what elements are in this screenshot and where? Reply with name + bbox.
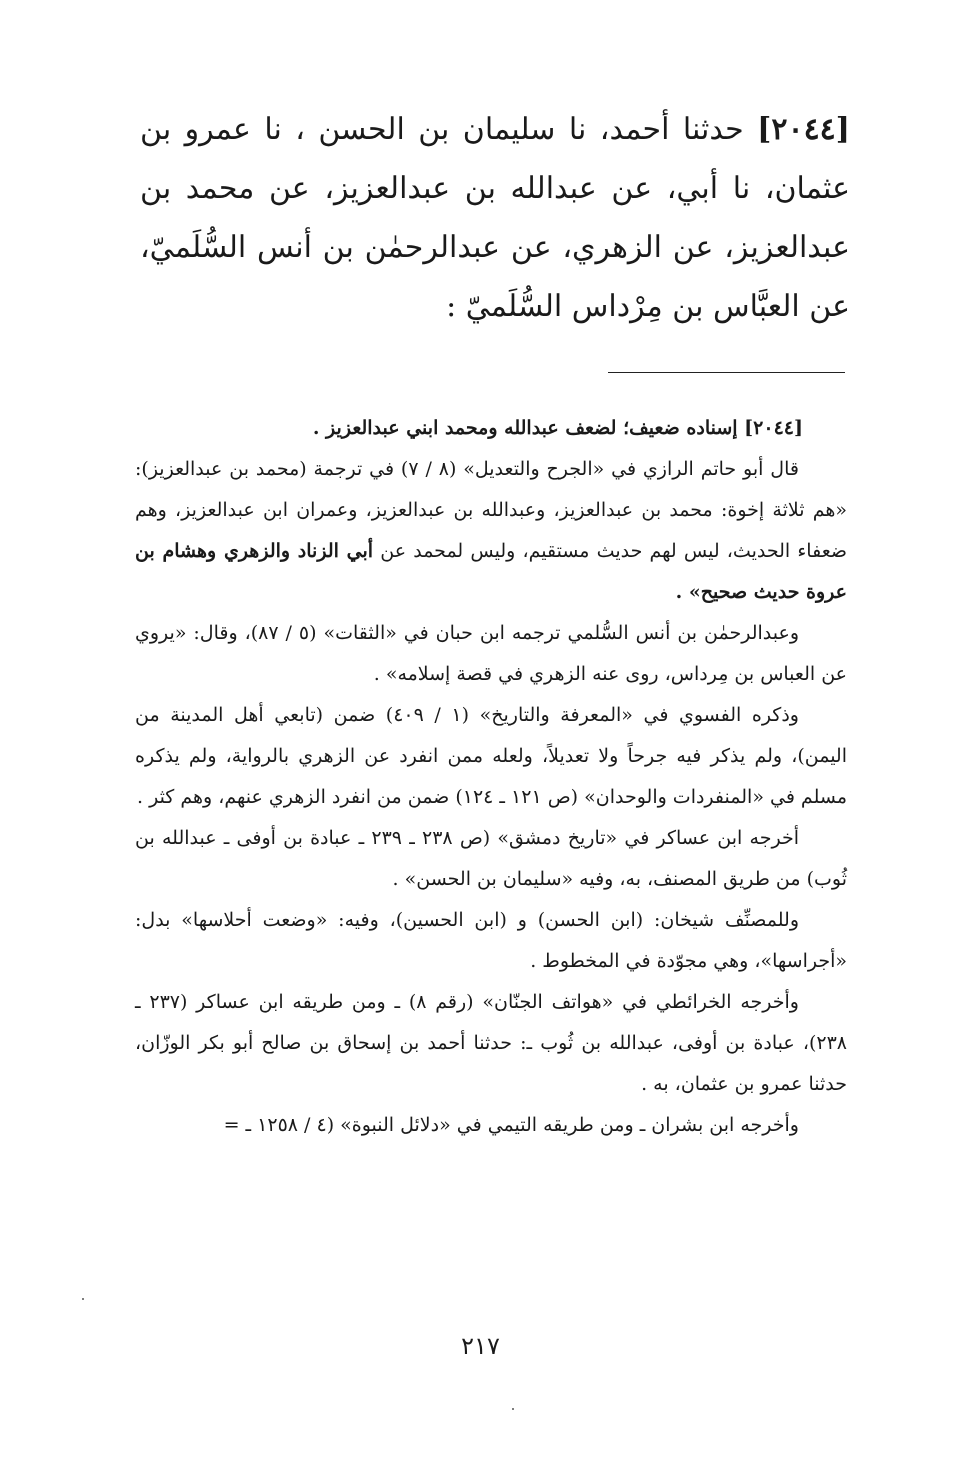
footnote-paragraph-4: أخرجه ابن عساكر في «تاريخ دمشق» (ص ٢٣٨ ـ ٢٣٩ ـ عبادة بن أوفى ـ عبدالله بن ثُوب) من طريق المصنف، به، وفيه «سليمان بن الحسن» . (135, 827, 847, 890)
scan-speck (512, 1408, 514, 1410)
footnote-paragraph-1 (135, 449, 847, 613)
footnote-text: قال أبو حاتم الرازي في «الجرح والتعديل» (٨ / ٧) في ترجمة (محمد بن عبدالعزيز): «هم ثلاثة إخوة: محمد بن عبدالعزيز، وعبدالله بن عبدالعزيز، وعمران ابن عبدالعزيز، وهم ضعفاء الحديث، ليس لهم حديث مستقيم، وليس لمحمد عن (135, 458, 847, 562)
footnote-paragraph-3: وذكره الفسوي في «المعرفة والتاريخ» (١ / ٤٠٩) ضمن (تابعي أهل المدينة من اليمن)، ولم يذكر فيه جرحاً ولا تعديلاً، ولعله ممن انفرد عن الزهري بالرواية، ولم يذكره مسلم في «المنفردات والوحدان» (ص ١٢١ ـ ١٢٤) ضمن من انفرد الزهري عنهم، وهم كثر . (135, 704, 847, 808)
footnote-divider (608, 372, 845, 373)
footnote-heading: [٢٠٤٤] إسناده ضعيف؛ لضعف عبدالله ومحمد ابني عبدالعزيز . (312, 417, 803, 439)
scan-speck (82, 1298, 84, 1300)
page-number: ٢١٧ (461, 1332, 500, 1360)
hadith-main-text (140, 100, 850, 336)
hadith-body: حدثنا أحمد، نا سليمان بن الحسن ، نا عمرو بن عثمان، نا أبي، عن عبدالله بن عبدالعزيز، عن محمد بن عبدالعزيز، عن الزهري، عن عبدالرحمٰن بن أنس السُّلَميّ، عن العبَّاس بن مِرْداس السُّلَميّ : (140, 112, 850, 324)
footnotes (135, 408, 847, 1146)
footnote-paragraph-5: وللمصنِّف شيخان: (ابن الحسن) و (ابن الحسين)، وفيه: «وضعت أحلاسها» بدل: «أجراسها»، وهي مجوّدة في المخطوط . (135, 909, 847, 972)
hadith-number: [٢٠٤٤] (757, 112, 850, 147)
footnote-bold-text: أبي الزناد والزهري وهشام بن عروة حديث صحيح» . (135, 540, 847, 603)
footnote-paragraph-6: وأخرجه الخرائطي في «هواتف الجنّان» (رقم ٨) ـ ومن طريقه ابن عساكر (٢٣٧ ـ ٢٣٨)، عبادة بن أوفى، عبدالله بن ثُوب ـ: حدثنا أحمد بن إسحاق بن صالح أبو بكر الوزّان، حدثنا عمرو بن عثمان، به . (135, 991, 847, 1095)
footnote-paragraph-2: وعبدالرحمٰن بن أنس السُّلمي ترجمه ابن حبان في «الثقات» (٥ / ٨٧)، وقال: «يروي عن العباس بن مِرداس، روى عنه الزهري في قصة إسلامه» . (135, 622, 847, 685)
footnote-paragraph-7: وأخرجه ابن بشران ـ ومن طريقه التيمي في «دلائل النبوة» (٤ / ١٢٥٨ ـ = (223, 1114, 799, 1136)
